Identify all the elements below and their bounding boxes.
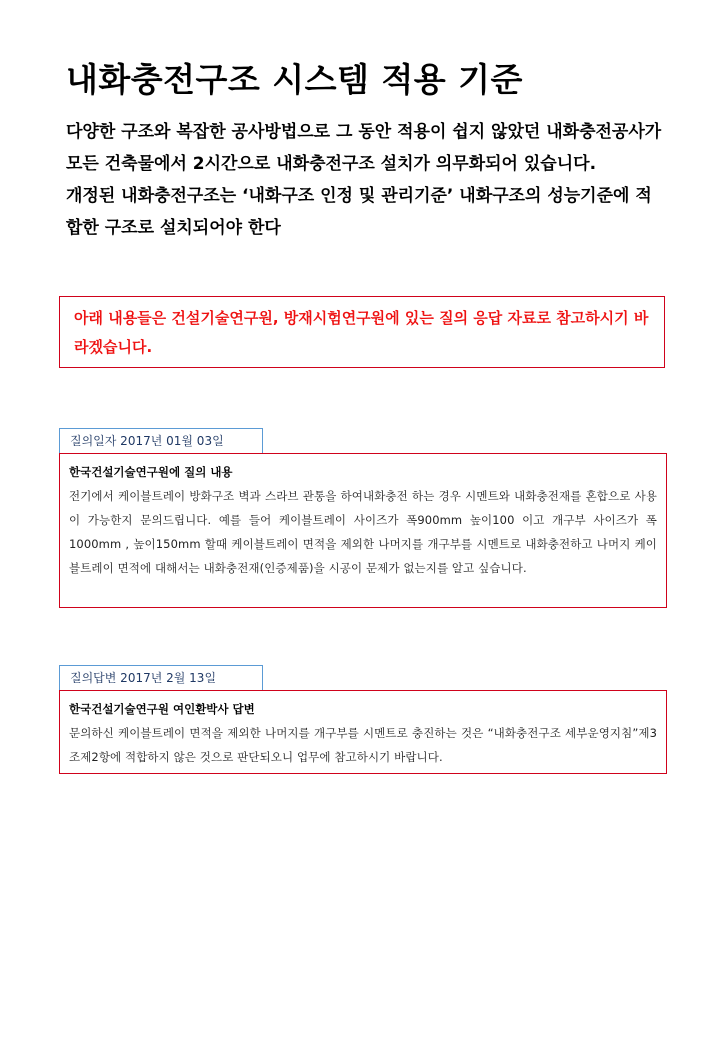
answer-box <box>59 690 667 774</box>
document-title: 내화충전구조 시스템 적용 기준 <box>66 60 523 99</box>
notice-text: 아래 내용들은 건설기술연구원, 방재시험연구원에 있는 질의 응답 자료로 참고하시기 바라겠습니다. <box>74 309 649 356</box>
question-heading: 한국건설기술연구원에 질의 내용 <box>69 465 233 479</box>
notice-box <box>59 296 665 368</box>
intro-paragraph-1: 다양한 구조와 복잡한 공사방법으로 그 동안 적용이 쉽지 않았던 내화충전공사가 모든 건축물에서 2시간으로 내화충전구조 설치가 의무화되어 있습니다. <box>66 122 662 174</box>
question-body: 전기에서 케이블트레이 방화구조 벽과 스라브 관통을 하여내화충전 하는 경우 시멘트와 내화충전재를 혼합으로 사용이 가능한지 문의드립니다. 예를 들어 케이블트레이 사이즈가 폭900mm 높이100 이고 개구부 사이즈가 폭1000mm , 높이150mm 할때 케이블트레이 면적을 제외한 나머지를 개구부를 시멘트로 내화충전하고 나머지 케이블트레이 면적에 대해서는 내화충전재(인증제품)을 시공이 문제가 없는지를 알고 싶습니다. <box>69 489 657 575</box>
intro-paragraph-2: 개정된 내화충전구조는 ‘내화구조 인정 및 관리기준’ 내화구조의 성능기준에 적합한 구조로 설치되어야 한다 <box>66 186 652 238</box>
intro-text <box>66 116 666 244</box>
question-date-tag: 질의일자 2017년 01월 03일 <box>59 428 263 453</box>
question-box <box>59 453 667 608</box>
answer-date-tag: 질의답변 2017년 2월 13일 <box>59 665 263 690</box>
answer-heading: 한국건설기술연구원 여인환박사 답변 <box>69 702 255 716</box>
answer-body: 문의하신 케이블트레이 면적을 제외한 나머지를 개구부를 시멘트로 충진하는 것은 “내화충전구조 세부운영지침”제3조제2항에 적합하지 않은 것으로 판단되오니 업무에 참고하시기 바랍니다. <box>69 726 657 764</box>
